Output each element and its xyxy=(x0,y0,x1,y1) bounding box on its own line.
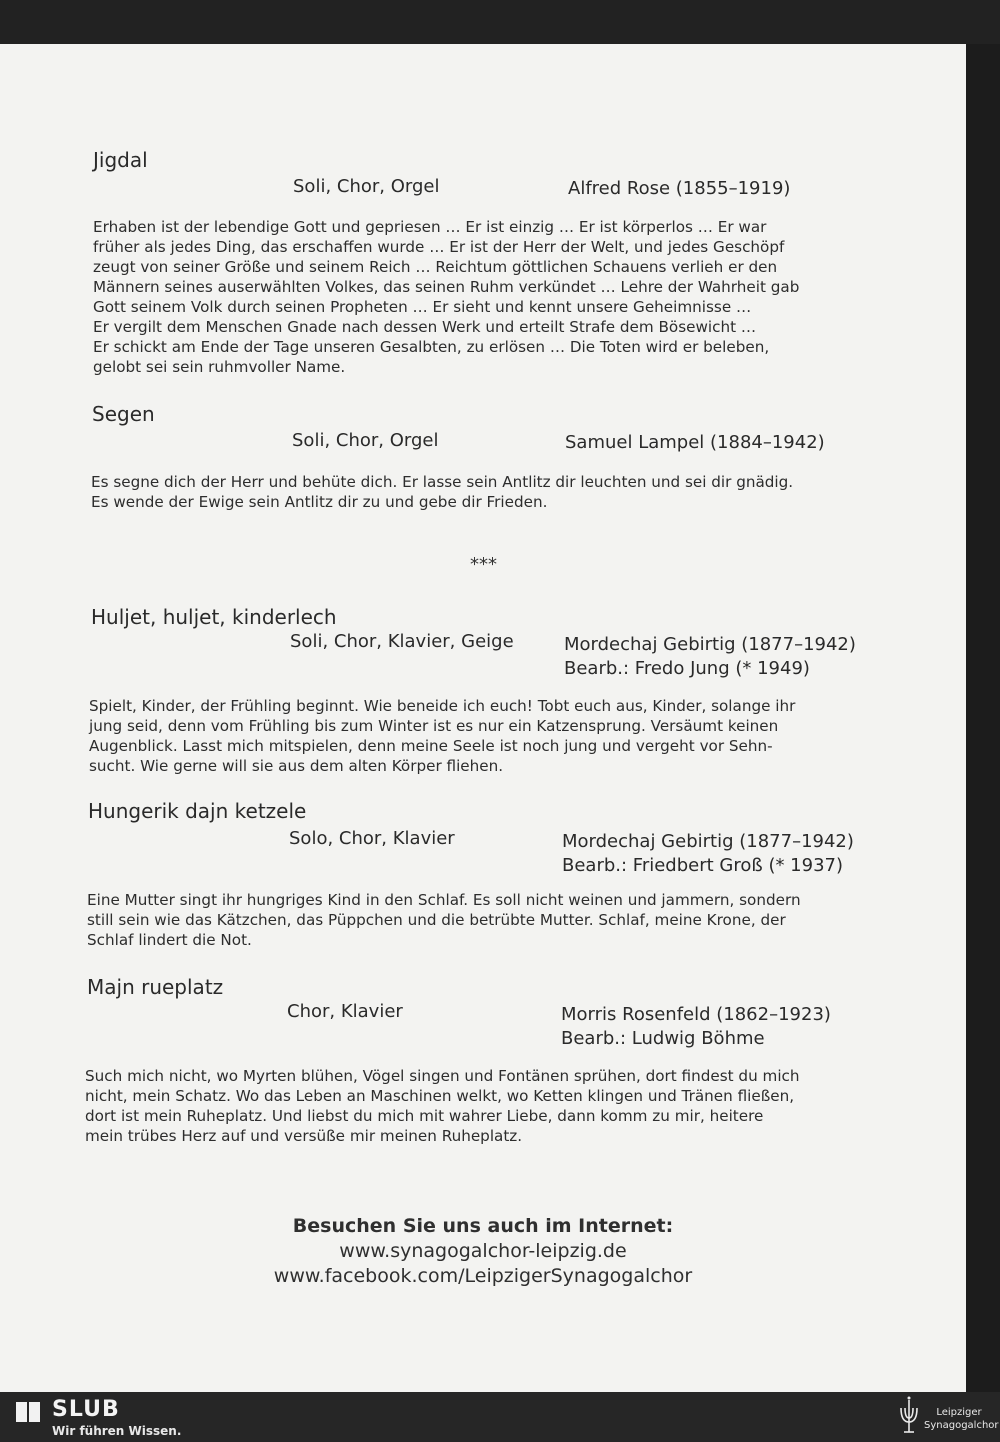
piece-composer xyxy=(562,830,854,878)
composer-line: Mordechaj Gebirtig (1877–1942) xyxy=(564,634,856,655)
document-page xyxy=(0,44,966,1392)
piece-composer xyxy=(568,177,790,201)
text-line: sucht. Wie gerne will sie aus dem alten Körper fliehen. xyxy=(89,757,504,775)
footer-heading: Besuchen Sie uns auch im Internet: xyxy=(292,1215,674,1237)
composer-line: Bearb.: Fredo Jung (* 1949) xyxy=(564,658,810,679)
piece-text xyxy=(89,696,899,776)
piece-composer xyxy=(565,431,825,455)
piece-composer xyxy=(561,1003,831,1051)
website-footer xyxy=(0,1214,966,1289)
text-line: dort ist mein Ruheplatz. Und liebst du mich mit wahrer Liebe, dann komm zu mir, heitere xyxy=(85,1107,764,1125)
piece-title: Segen xyxy=(92,402,155,426)
text-line: früher als jedes Ding, das erschaffen wurde … Er ist der Herr der Welt, und jedes Geschöpf xyxy=(93,238,785,256)
facebook-link[interactable]: www.facebook.com/LeipzigerSynagogalchor xyxy=(273,1265,693,1287)
piece-title: Huljet, huljet, kinderlech xyxy=(91,605,337,629)
choir-logo-text xyxy=(924,1406,999,1432)
piece-text xyxy=(85,1066,895,1146)
scan-right-border xyxy=(966,44,1000,1392)
text-line: Schlaf lindert die Not. xyxy=(87,931,252,949)
composer-line: Alfred Rose (1855–1919) xyxy=(568,178,791,199)
text-line: Es segne dich der Herr und behüte dich. Er lasse sein Antlitz dir leuchten und sei dir gnädig. xyxy=(91,473,794,491)
text-line: gelobt sei sein ruhmvoller Name. xyxy=(93,358,346,376)
scan-top-border xyxy=(0,0,1000,44)
text-line: still sein wie das Kätzchen, das Püppchen und die betrübte Mutter. Schlaf, meine Krone, der xyxy=(87,911,786,929)
text-line: Er vergilt dem Menschen Gnade nach dessen Werk und erteilt Strafe dem Bösewicht … xyxy=(93,318,757,336)
composer-line: Morris Rosenfeld (1862–1923) xyxy=(561,1004,831,1025)
menorah-icon xyxy=(896,1394,922,1438)
slub-brand[interactable]: SLUB xyxy=(52,1397,120,1422)
composer-line: Mordechaj Gebirtig (1877–1942) xyxy=(562,831,854,852)
composer-line: Bearb.: Friedbert Groß (* 1937) xyxy=(562,855,844,876)
text-line: Erhaben ist der lebendige Gott und gepriesen … Er ist einzig … Er ist körperlos … Er war xyxy=(93,218,767,236)
piece-instrumentation: Soli, Chor, Orgel xyxy=(293,176,440,197)
text-line: Spielt, Kinder, der Frühling beginnt. Wie beneide ich euch! Tobt euch aus, Kinder, solange ihr xyxy=(89,697,796,715)
piece-instrumentation: Solo, Chor, Klavier xyxy=(289,828,455,849)
piece-instrumentation: Soli, Chor, Klavier, Geige xyxy=(290,631,514,652)
text-line: Männern seines auserwählten Volkes, das seinen Ruhm verkündet … Lehre der Wahrheit gab xyxy=(93,278,800,296)
piece-composer xyxy=(564,633,856,681)
text-line: nicht, mein Schatz. Wo das Leben an Maschinen welkt, wo Ketten klingen und Tränen fließen, xyxy=(85,1087,795,1105)
text-line: jung seid, denn vom Frühling bis zum Winter ist es nur ein Katzensprung. Versäumt keinen xyxy=(89,717,779,735)
choir-logo-line: Synagogalchor xyxy=(924,1420,999,1431)
book-icon xyxy=(14,1400,42,1424)
piece-text xyxy=(91,472,901,512)
piece-text xyxy=(93,217,903,377)
section-separator: *** xyxy=(470,554,497,575)
text-line: Such mich nicht, wo Myrten blühen, Vögel singen und Fontänen sprühen, dort findest du mich xyxy=(85,1067,800,1085)
piece-instrumentation: Soli, Chor, Orgel xyxy=(292,430,439,451)
slub-tagline: Wir führen Wissen. xyxy=(52,1424,182,1438)
text-line: Er schickt am Ende der Tage unseren Gesalbten, zu erlösen … Die Toten wird er beleben, xyxy=(93,338,770,356)
choir-logo-line: Leipziger xyxy=(936,1407,982,1418)
piece-title: Hungerik dajn ketzele xyxy=(88,799,307,823)
text-line: Gott seinem Volk durch seinen Propheten … Er sieht und kennt unsere Geheimnisse … xyxy=(93,298,752,316)
piece-instrumentation: Chor, Klavier xyxy=(287,1001,403,1022)
composer-line: Bearb.: Ludwig Böhme xyxy=(561,1028,765,1049)
text-line: Eine Mutter singt ihr hungriges Kind in den Schlaf. Es soll nicht weinen und jammern, sondern xyxy=(87,891,801,909)
viewer-footer-bar xyxy=(0,1392,1000,1442)
piece-title: Jigdal xyxy=(93,148,148,172)
text-line: Augenblick. Lasst mich mitspielen, denn meine Seele ist noch jung und vergeht vor Sehn- xyxy=(89,737,773,755)
composer-line: Samuel Lampel (1884–1942) xyxy=(565,432,825,453)
text-line: Es wende der Ewige sein Antlitz dir zu und gebe dir Frieden. xyxy=(91,493,548,511)
piece-title: Majn rueplatz xyxy=(87,975,224,999)
text-line: mein trübes Herz auf und versüße mir meinen Ruheplatz. xyxy=(85,1127,523,1145)
piece-text xyxy=(87,890,897,950)
text-line: zeugt von seiner Größe und seinem Reich … Reichtum göttlichen Schauens verlieh er den xyxy=(93,258,778,276)
website-link[interactable]: www.synagogalchor-leipzig.de xyxy=(339,1240,627,1262)
